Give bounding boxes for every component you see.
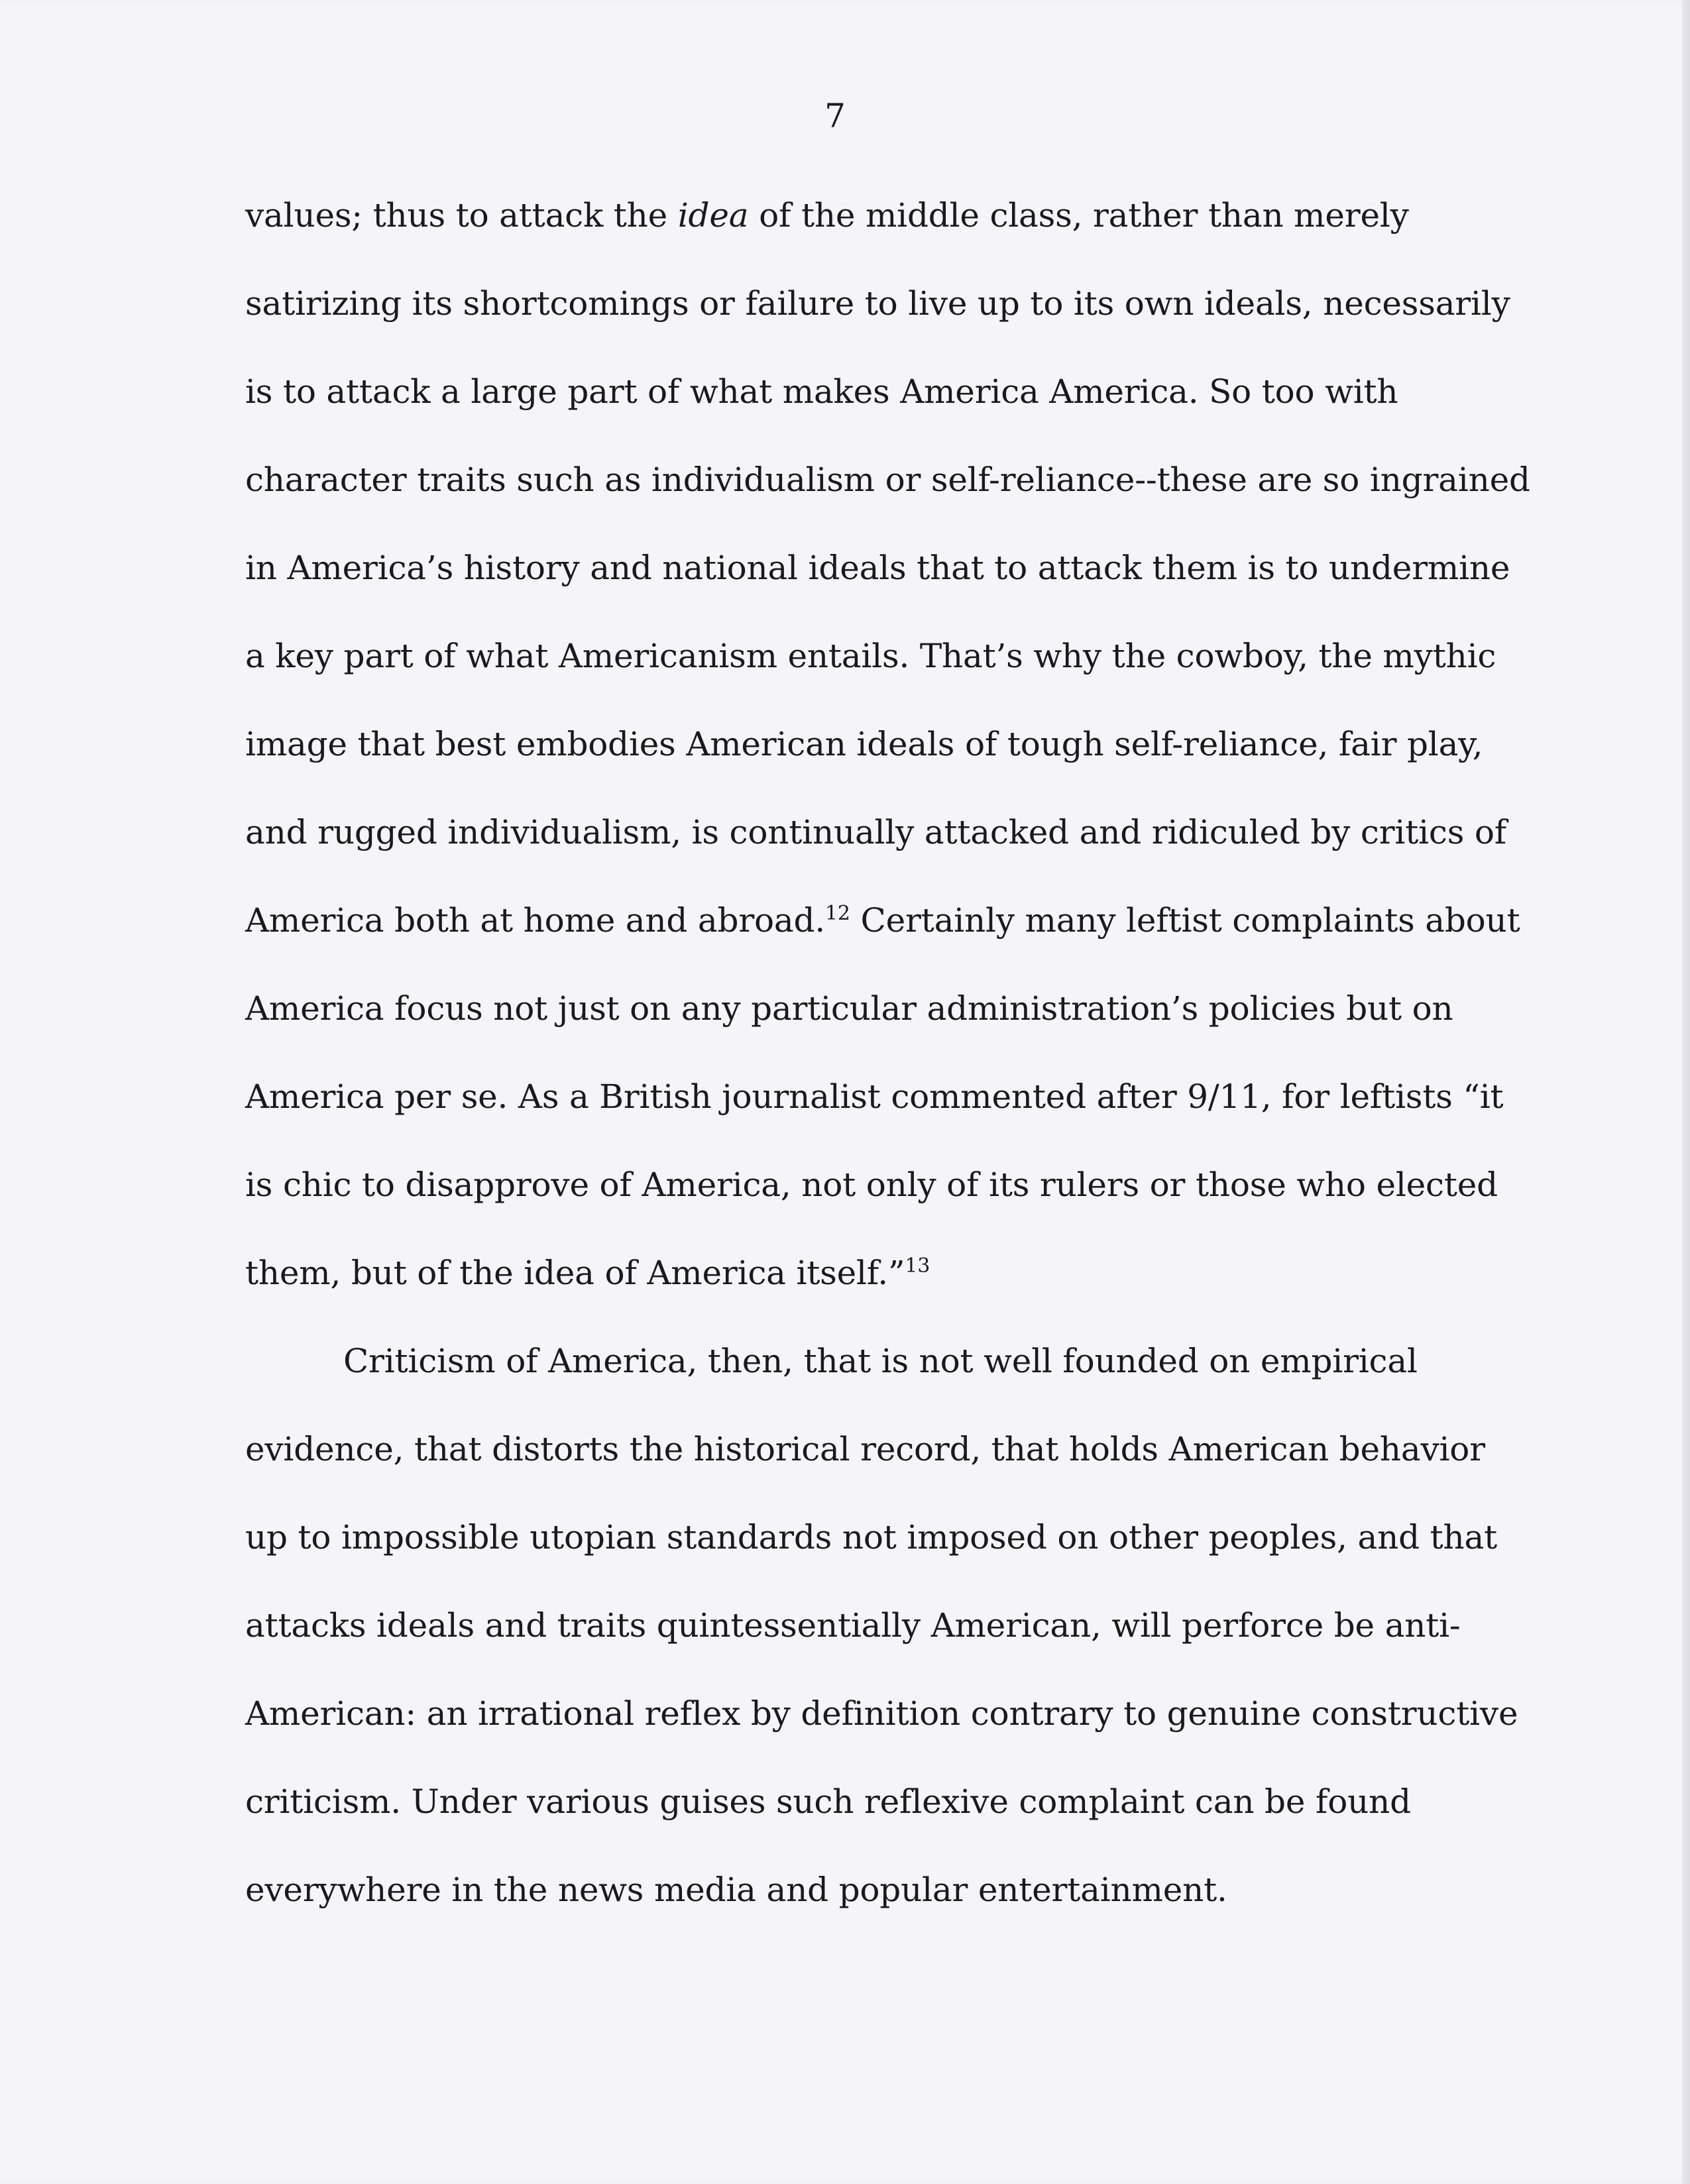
text-line-14: Criticism of America, then, that is not well founded on empirical (343, 1342, 1418, 1380)
text-line-12: is chic to disapprove of America, not only of its rulers or those who elected (245, 1166, 1498, 1204)
footnote-ref-12: 12 (825, 902, 850, 925)
italic-word-idea: idea (677, 196, 749, 235)
text-line-1-end: of the middle class, rather than merely (748, 196, 1409, 235)
text-line-11: America per se. As a British journalist commented after 9/11, for leftists “it (245, 1077, 1504, 1116)
page-edge-shadow (1682, 0, 1690, 2184)
text-line-13-start: them, but of the idea of America itself.” (245, 1254, 905, 1292)
text-line-18: American: an irrational reflex by definition contrary to genuine constructive (245, 1694, 1518, 1733)
footnote-ref-13: 13 (905, 1254, 930, 1278)
text-line-13 (245, 1250, 1604, 1338)
text-line-10: America focus not just on any particular administration’s policies but on (245, 989, 1453, 1028)
text-line-6: a key part of what Americanism entails. That’s why the cowboy, the mythic (245, 637, 1496, 675)
page-number: 7 (824, 97, 846, 135)
text-line-5: in America’s history and national ideals that to attack them is to undermine (245, 549, 1510, 587)
text-line-19: criticism. Under various guises such reflexive complaint can be found (245, 1782, 1411, 1821)
text-line-3: is to attack a large part of what makes America America. So too with (245, 372, 1398, 411)
text-line-9 (245, 897, 1604, 985)
text-line-2: satirizing its shortcomings or failure to live up to its own ideals, necessarily (245, 284, 1510, 323)
text-line-15: evidence, that distorts the historical record, that holds American behavior (245, 1430, 1485, 1468)
body-text (245, 192, 1604, 1955)
text-line-7: image that best embodies American ideals of tough self-reliance, fair play, (245, 725, 1483, 763)
text-line-4: character traits such as individualism or self-reliance--these are so ingrained (245, 461, 1530, 499)
text-line-9-end: Certainly many leftist complaints about (850, 901, 1520, 940)
text-line-17: attacks ideals and traits quintessentially American, will perforce be anti- (245, 1606, 1461, 1645)
text-line-16: up to impossible utopian standards not imposed on other peoples, and that (245, 1518, 1498, 1556)
text-line-20: everywhere in the news media and popular entertainment. (245, 1871, 1227, 1909)
text-line-1-start: values; thus to attack the (245, 196, 678, 235)
text-line-8: and rugged individualism, is continually attacked and ridiculed by critics of (245, 813, 1507, 851)
text-line-9-start: America both at home and abroad. (245, 901, 826, 940)
text-line-1 (245, 192, 1604, 280)
